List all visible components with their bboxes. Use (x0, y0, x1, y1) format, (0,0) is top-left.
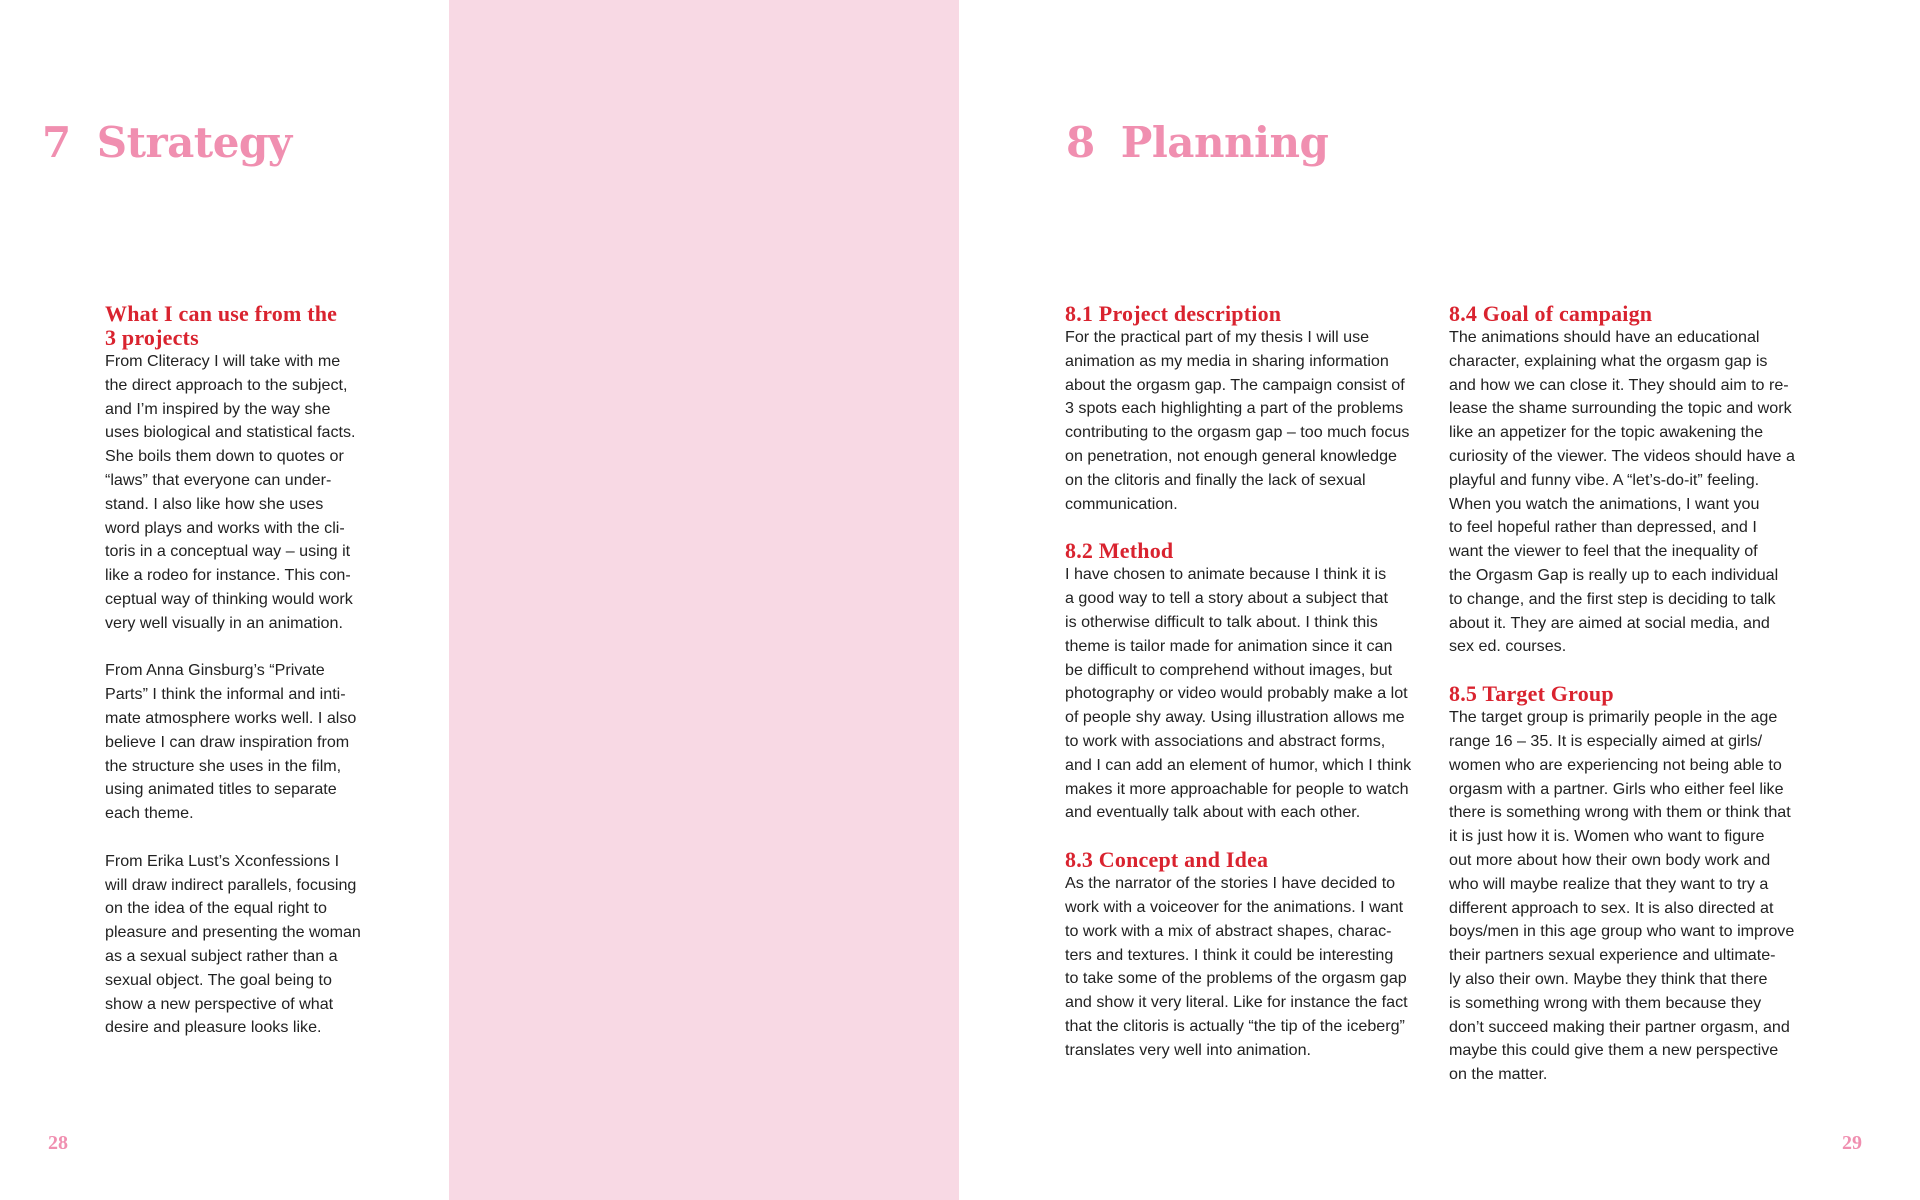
paragraph-cliteracy: From Cliteracy I will take with me the direct approach to the subject, and I’m inspired by the way she uses biological and statistical facts. She boils them down to quotes or “laws” that everyone can under- stand. I also like how she uses word plays and works with the cli- toris in a conceptual way – using it like a rodeo for instance. This con- ceptual way of thinking would work very well visually in an animation. (105, 352, 356, 632)
chapter-title-text: Planning (1120, 118, 1329, 167)
chapter-title-strategy (42, 118, 292, 167)
chapter-number: 8 (1066, 118, 1095, 167)
section-heading-goal: 8.4 Goal of campaign (1449, 301, 1653, 326)
section-body-project-description: For the practical part of my thesis I will use animation as my media in sharing information about the orgasm gap. The campaign consist of 3 spots each highlighting a part of the problems contributing to the orgasm gap – too much focus on penetration, not enough general knowledge on the clitoris and finally the lack of sexual communication. (1065, 328, 1410, 513)
section-body-method: I have chosen to animate because I think it is a good way to tell a story about a subject that is otherwise difficult to talk about. I think this theme is tailor made for animation since it can be difficult to comprehend without images, but photography or video would probably make a lot of people shy away. Using illustration allows me to work with associations and abstract forms, and I can add an element of humor, which I think makes it more approachable for people to watch and eventually talk about with each other. (1065, 565, 1412, 822)
chapter-title-planning (1066, 118, 1328, 167)
left-page (0, 0, 449, 1200)
paragraph-xconfessions: From Erika Lust’s Xconfessions I will draw indirect parallels, focusing on the idea of the equal right to pleasure and presenting the woman as a sexual subject rather than a sexual object. The goal being to show a new perspective of what desire and pleasure looks like. (105, 851, 361, 1037)
left-text-column (105, 302, 445, 1040)
section-body-goal: The animations should have an educational character, explaining what the orgasm gap is and how we can close it. They should aim to re- lease the shame surrounding the topic and work like an appetizer for the topic awakening the curiosity of the viewer. The videos should have a playful and funny vibe. A “let’s-do-it” feeling. When you watch the animations, I want you to feel hopeful rather than depressed, and I want the viewer to feel that the inequality of the Orgasm Gap is really up to each individual to change, and the first step is deciding to talk about it. They are aimed at social media, and sex ed. courses. (1449, 328, 1795, 656)
section-heading-concept: 8.3 Concept and Idea (1065, 847, 1269, 873)
section-heading-method: 8.2 Method (1065, 538, 1174, 564)
section-heading-project-description: 8.1 Project description (1065, 301, 1282, 326)
paragraph-private-parts: From Anna Ginsburg’s “Private Parts” I think the informal and inti- mate atmosphere works well. I also believe I can draw inspiration from the structure she uses in the film, using animated titles to separate each theme. (105, 661, 357, 823)
section-body-target-group: The target group is primarily people in the age range 16 – 35. It is especially aimed at girls/ women who are experiencing not being able to orgasm with a partner. Girls who either feel like there is something wrong with them or think that it is just how it is. Women who want to figure out more about how their own body work and who will maybe realize that they want to try a different approach to sex. It is also directed at boys/men in this age group who want to improve their partners sexual experience and ultimate- ly also their own. Maybe they think that there is something wrong with them because they don’t succeed making their partner orgasm, and maybe this could give them a new perspective on the matter. (1449, 708, 1795, 1084)
section-body-concept: As the narrator of the stories I have decided to work with a voiceover for the animations. I want to work with a mix of abstract shapes, charac- ters and textures. I think it could be interesting to take some of the problems of the orgasm gap and show it very literal. Like for instance the fact that the clitoris is actually “the tip of the iceberg” translates very well into animation. (1065, 874, 1408, 1059)
page-number-left: 28 (48, 1132, 68, 1154)
pink-panel (449, 0, 959, 1200)
chapter-title-text: Strategy (96, 118, 292, 167)
chapter-number: 7 (42, 118, 71, 167)
right-page (959, 0, 1920, 1200)
right-text-column-2 (1449, 302, 1829, 1087)
section-heading-projects: What I can use from the 3 projects (105, 301, 338, 350)
section-heading-target-group: 8.5 Target Group (1449, 681, 1614, 707)
page-number-right: 29 (1842, 1132, 1862, 1154)
right-text-column-1 (1065, 302, 1440, 1063)
